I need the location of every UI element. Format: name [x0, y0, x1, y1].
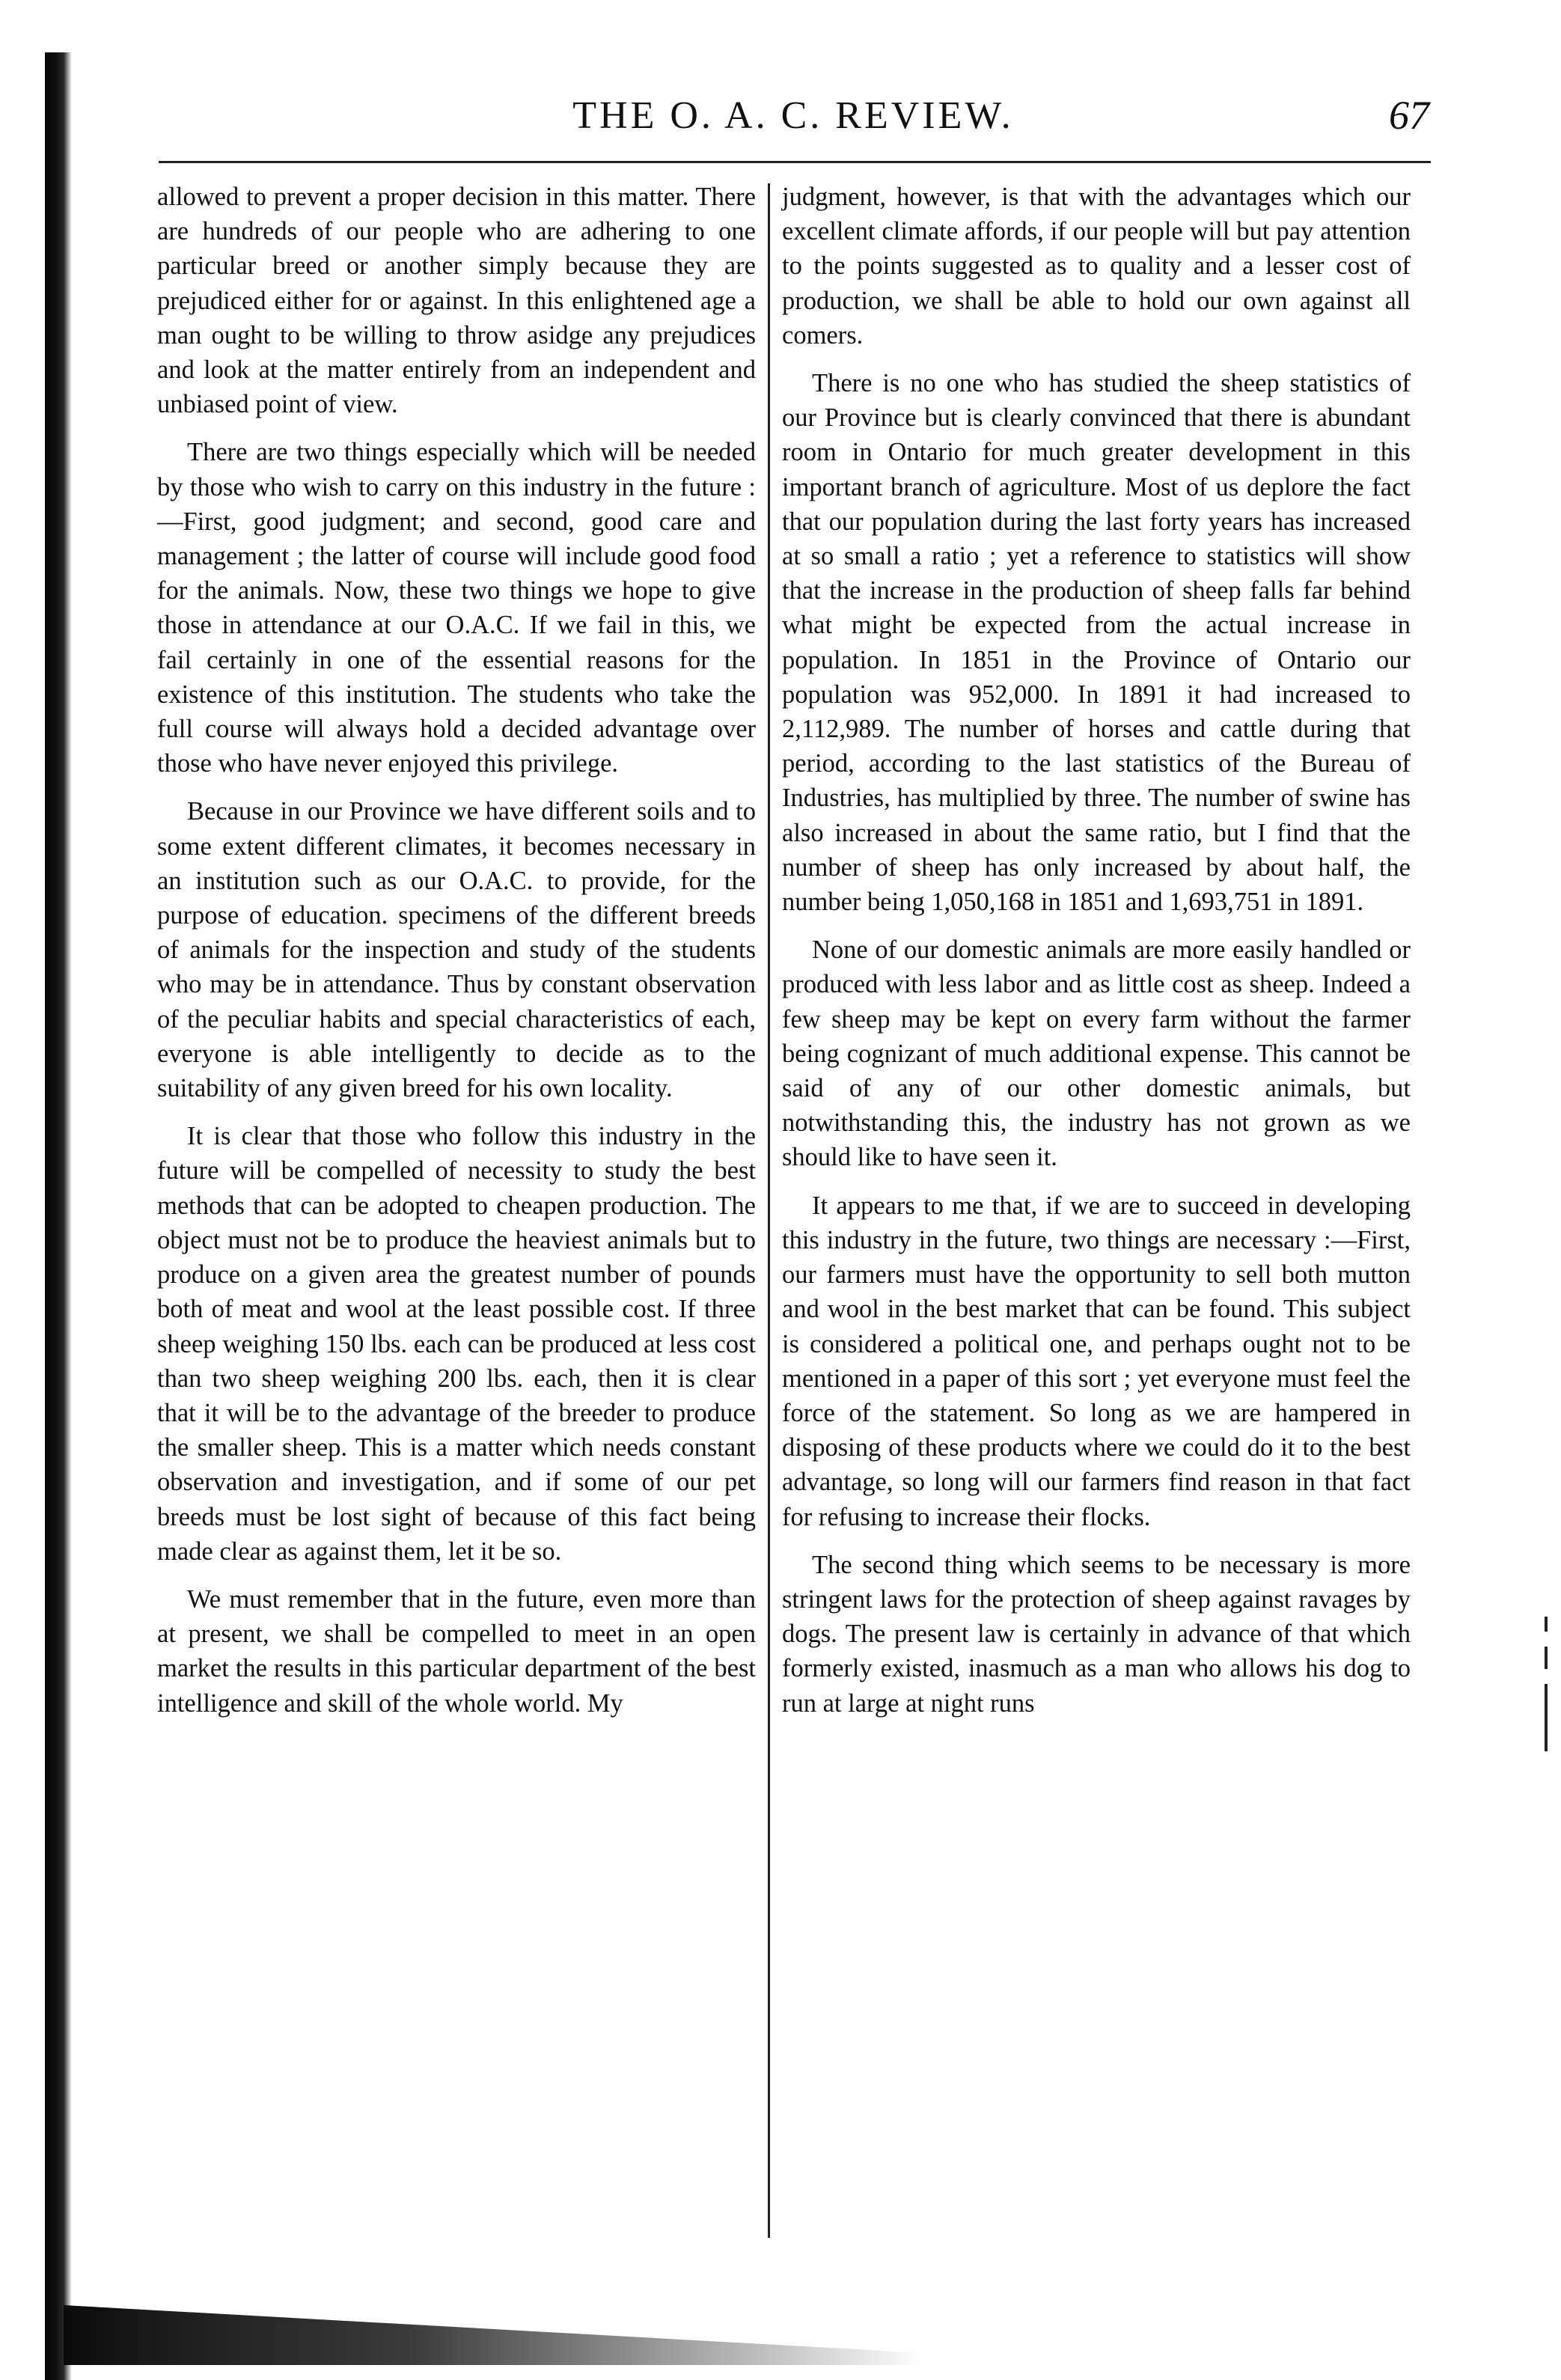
edge-speck: [1545, 1647, 1548, 1669]
paragraph: judgment, however, is that with the advantages which our excellent climate affords, if our people will but pay attention to the points suggested as to quality and a lesser cost of production, we shall be able to hold our own against all comers.: [782, 183, 1411, 350]
edge-speck: [1545, 1617, 1548, 1632]
header-rule: [159, 161, 1431, 163]
binding-bottom-shadow: [64, 2305, 924, 2365]
page-number: 67: [1389, 93, 1429, 138]
running-title: THE O. A. C. REVIEW.: [572, 94, 1014, 137]
paragraph: Because in our Province we have different soils and to some extent different climates, it becomes necessary in an institution such as our O.A.C. to provide, for the purpose of education. specimens of the different breeds of animals for the inspection and study of the students who may be in attendance. Thus by constant observation of the peculiar habits and special characteristics of each, everyone is able intelligently to decide as to the suitability of any given breed for his own locality.: [157, 797, 756, 1103]
column-divider: [768, 183, 770, 2238]
paragraph: There is no one who has studied the sheep statistics of our Province but is clearly convinced that there is abundant room in Ontario for much greater development in this important branch of agriculture. Most of us deplore the fact that our population during the last forty years has increased at so small a ratio ; yet a reference to statistics will show that the increase in the production of sheep falls far behind what might be expected from the actual increase in population. In 1851 in the Province of Ontario our population was 952,000. In 1891 it had increased to 2,112,989. The number of horses and cattle during that period, according to the last statistics of the Bureau of Industries, has multiplied by three. The number of swine has also increased in about the same ratio, but I find that the number of sheep has only increased by about half, the number being 1,050,168 in 1851 and 1,693,751 in 1891.: [782, 369, 1411, 917]
left-column: [157, 180, 756, 1734]
page-header: [157, 94, 1429, 153]
right-column: [782, 180, 1411, 1734]
paragraph: None of our domestic animals are more easily handled or produced with less labor and as little cost as sheep. Indeed a few sheep may be kept on every farm without the farmer being cognizant of much additional expense. This cannot be said of any of our other domestic animals, but notwithstanding this, the industry has not grown as we should like to have seen it.: [782, 936, 1411, 1172]
edge-speck: [1545, 1684, 1548, 1751]
paragraph: We must remember that in the future, even more than at present, we shall be compelled to meet in an open market the results in this particular department of the best intelligence and skill of the whole world. My: [157, 1584, 756, 1718]
binding-shadow: [45, 52, 72, 2380]
paragraph: The second thing which seems to be necessary is more stringent laws for the protection of sheep against ravages by dogs. The present law is certainly in advance of that which formerly existed, inasmuch as a man who allows his dog to run at large at night runs: [782, 1550, 1411, 1718]
paragraph: allowed to prevent a proper decision in this matter. There are hundreds of our people who are adhering to one particular breed or another simply because they are prejudiced either for or against. In this enlightened age a man ought to be willing to throw asidge any prejudices and look at the matter entirely from an independent and unbiased point of view.: [157, 183, 756, 419]
paragraph: There are two things especially which will be needed by those who wish to carry on this industry in the future :—First, good judgment; and second, good care and management ; the latter of course will include good food for the animals. Now, these two things we hope to give those in attendance at our O.A.C. If we fail in this, we fail certainly in one of the essential reasons for the existence of this institution. The students who take the full course will always hold a decided advantage over those who have never enjoyed this privilege.: [157, 438, 756, 778]
paragraph: It is clear that those who follow this industry in the future will be compelled of necessity to study the best methods that can be adopted to cheapen production. The object must not be to produce the heaviest animals but to produce on a given area the greatest number of pounds both of meat and wool at the least possible cost. If three sheep weighing 150 lbs. each can be produced at less cost than two sheep weighing 200 lbs. each, then it is clear that it will be to the advantage of the breeder to produce the smaller sheep. This is a matter which needs constant observation and investigation, and if some of our pet breeds must be lost sight of because of this fact being made clear as against them, let it be so.: [157, 1122, 756, 1566]
paragraph: It appears to me that, if we are to succeed in developing this industry in the future, two things are necessary :—First, our farmers must have the opportunity to sell both mutton and wool in the best market that can be found. This subject is considered a political one, and perhaps ought not to be mentioned in a paper of this sort ; yet everyone must feel the force of the statement. So long as we are hampered in disposing of these products where we could do it to the best advantage, so long will our farmers find reason in that fact for refusing to increase their flocks.: [782, 1191, 1411, 1531]
